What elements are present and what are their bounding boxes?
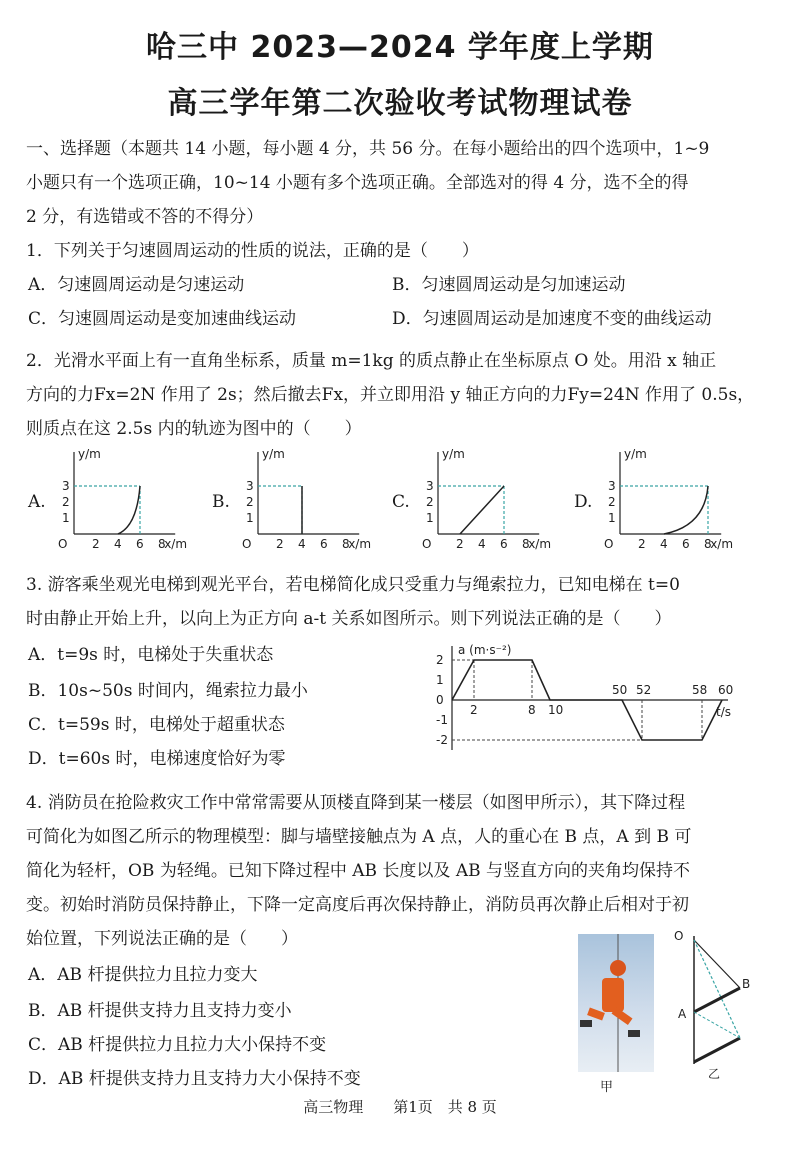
trajectory-path <box>118 486 140 534</box>
firefighter-photo <box>578 934 654 1072</box>
section1-line3: 2 分，有选错或不答的不得分） <box>26 207 264 227</box>
q2-graph-c <box>420 448 550 552</box>
q3-a-t-chart <box>432 642 742 754</box>
x-tick-label: 4 <box>114 537 122 551</box>
y-tick-label: 3 <box>62 479 70 493</box>
q3-option-d: D．t=60s 时，电梯速度恰好为零 <box>28 749 286 769</box>
q4-option-c: C．AB 杆提供拉力且拉力大小保持不变 <box>28 1035 327 1055</box>
q2-graph-label-b: B. <box>212 492 230 512</box>
x-axis-label: x/m <box>348 537 372 551</box>
q4-option-d: D．AB 杆提供支持力且支持力大小保持不变 <box>28 1069 361 1089</box>
x-tick-label: 2 <box>456 537 464 551</box>
x-axis-label: x/m <box>710 537 734 551</box>
section1-line1: 一、选择题（本题共 14 小题，每小题 4 分，共 56 分。在每小题给出的四个选项中，1~9 <box>26 139 710 159</box>
x-axis-label: t/s <box>716 705 731 719</box>
x-tick-label: 4 <box>660 537 668 551</box>
x-tick-label: 10 <box>548 703 564 717</box>
x-tick-label: 8 <box>522 537 530 551</box>
x-tick-label: 8 <box>704 537 712 551</box>
y-tick-label: 1 <box>426 511 434 525</box>
y-tick-label: 3 <box>246 479 254 493</box>
rod-ab-initial <box>694 988 740 1012</box>
x-tick-label: 8 <box>342 537 350 551</box>
x-tick-label: 2 <box>276 537 284 551</box>
q4-model-diagram <box>670 926 770 1082</box>
q1-option-c: C．匀速圆周运动是变加速曲线运动 <box>28 309 297 329</box>
y-tick-label: 1 <box>62 511 70 525</box>
q3-line2: 时由静止开始上升，以向上为正方向 a-t 关系如图所示。则下列说法正确的是（ ） <box>26 609 672 629</box>
y-tick-label: 2 <box>608 495 616 509</box>
x-tick-label: 8 <box>528 703 536 717</box>
y-tick-label: 1 <box>246 511 254 525</box>
q1-option-b: B．匀速圆周运动是匀加速运动 <box>392 275 626 295</box>
q3-line1: 3. 游客乘坐观光电梯到观光平台，若电梯简化成只受重力与绳索拉力，已知电梯在 t=0 <box>26 575 680 595</box>
x-tick-label: 6 <box>682 537 690 551</box>
origin-label: O <box>58 537 68 551</box>
x-tick-label: 50 <box>612 683 628 697</box>
q2-line2: 方向的力Fx=2N 作用了 2s；然后撤去Fx，并立即用沿 y 轴正方向的力Fy=24N 作用了 0.5s， <box>26 385 755 405</box>
guide-line <box>694 1012 740 1038</box>
page-footer: 高三物理 第1页 共 8 页 <box>303 1098 497 1116</box>
q2-graph-label-d: D. <box>574 492 593 512</box>
section1-line2: 小题只有一个选项正确，10~14 小题有多个选项正确。全部选对的得 4 分，选不全的得 <box>26 173 689 193</box>
y-tick-label: 3 <box>608 479 616 493</box>
q2-graph-d <box>602 448 732 552</box>
y-tick-label: -2 <box>436 733 448 747</box>
trajectory-path <box>664 486 708 534</box>
y-tick-label: -1 <box>436 713 448 727</box>
q4-line3: 简化为轻杆，OB 为轻绳。已知下降过程中 AB 长度以及 AB 与竖直方向的夹角均保持不 <box>26 861 690 881</box>
exam-title-line1: 哈三中 2023—2024 学年度上学期 <box>146 30 654 65</box>
q4-line5: 始位置，下列说法正确的是（ ） <box>26 929 298 949</box>
x-axis-label: x/m <box>528 537 552 551</box>
q2-graph-b <box>240 448 370 552</box>
x-tick-label: 60 <box>718 683 734 697</box>
x-tick-label: 8 <box>158 537 166 551</box>
q3-option-a: A．t=9s 时，电梯处于失重状态 <box>28 645 274 665</box>
y-tick-label: 1 <box>436 673 444 687</box>
rope-ob-initial <box>694 940 740 988</box>
y-axis-label: y/m <box>78 447 101 461</box>
q2-line3: 则质点在这 2.5s 内的轨迹为图中的（ ） <box>26 419 362 439</box>
y-axis-label: a (m·s⁻²) <box>458 643 512 657</box>
q2-graph-label-a: A. <box>28 492 46 512</box>
y-tick-label: 2 <box>62 495 70 509</box>
q1-option-a: A．匀速圆周运动是匀速运动 <box>28 275 245 295</box>
y-tick-label: 2 <box>246 495 254 509</box>
x-tick-label: 6 <box>136 537 144 551</box>
trajectory-path <box>460 486 504 534</box>
x-tick-label: 6 <box>320 537 328 551</box>
q2-graph-label-c: C. <box>392 492 410 512</box>
x-tick-label: 4 <box>478 537 486 551</box>
x-tick-label: 58 <box>692 683 708 697</box>
q4-line1: 4. 消防员在抢险救灾工作中常常需要从顶楼直降到某一楼层（如图甲所示），其下降过程 <box>26 793 686 813</box>
q4-line4: 变。初始时消防员保持静止，下降一定高度后再次保持静止，消防员再次静止后相对于初 <box>26 895 689 915</box>
origin-label: O <box>242 537 252 551</box>
y-tick-label: 0 <box>436 693 444 707</box>
origin-label: O <box>604 537 614 551</box>
rod-ab-final <box>694 1038 740 1062</box>
y-axis-label: y/m <box>442 447 465 461</box>
x-tick-label: 2 <box>638 537 646 551</box>
q1-option-d: D．匀速圆周运动是加速度不变的曲线运动 <box>392 309 712 329</box>
y-tick-label: 1 <box>608 511 616 525</box>
y-tick-label: 3 <box>426 479 434 493</box>
q4-option-b: B．AB 杆提供支持力且支持力变小 <box>28 1001 292 1021</box>
x-axis-label: x/m <box>164 537 188 551</box>
q2-graph-a <box>56 448 186 552</box>
rope-ob-final <box>694 940 740 1038</box>
exam-title-line2: 高三学年第二次验收考试物理试卷 <box>167 86 633 121</box>
x-tick-label: 6 <box>500 537 508 551</box>
y-tick-label: 2 <box>426 495 434 509</box>
origin-label: O <box>422 537 432 551</box>
y-axis-label: y/m <box>624 447 647 461</box>
point-a-label: A <box>678 1007 687 1021</box>
x-tick-label: 4 <box>298 537 306 551</box>
fig-jia-caption: 甲 <box>600 1080 614 1095</box>
q2-line1: 2．光滑水平面上有一直角坐标系，质量 m=1kg 的质点静止在坐标原点 O 处。用沿 x 轴正 <box>26 351 717 371</box>
fig-yi-caption: 乙 <box>708 1067 721 1081</box>
q3-option-c: C．t=59s 时，电梯处于超重状态 <box>28 715 285 735</box>
y-tick-label: 2 <box>436 653 444 667</box>
q1-stem: 1．下列关于匀速圆周运动的性质的说法，正确的是（ ） <box>26 241 479 261</box>
q4-line2: 可简化为如图乙所示的物理模型：脚与墙壁接触点为 A 点，人的重心在 B 点，A 到 B 可 <box>26 827 692 847</box>
q3-option-b: B．10s~50s 时间内，绳索拉力最小 <box>28 681 308 701</box>
x-tick-label: 52 <box>636 683 652 697</box>
point-o-label: O <box>674 929 684 943</box>
x-tick-label: 2 <box>470 703 478 717</box>
x-tick-label: 2 <box>92 537 100 551</box>
q4-option-a: A．AB 杆提供拉力且拉力变大 <box>28 965 258 985</box>
point-b-label: B <box>742 977 751 991</box>
y-axis-label: y/m <box>262 447 285 461</box>
